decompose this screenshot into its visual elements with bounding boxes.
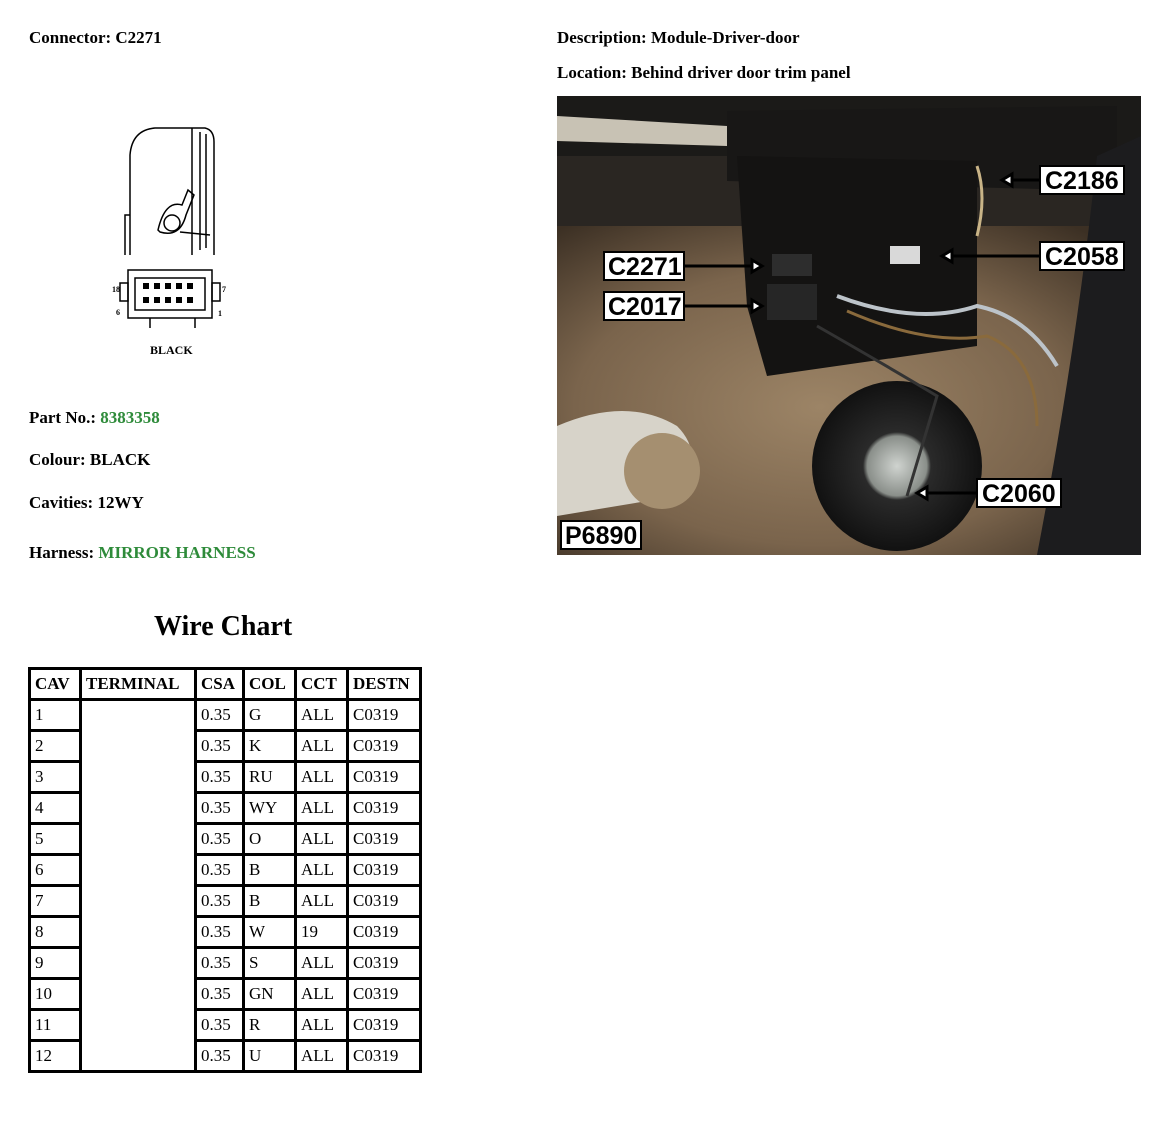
cct-cell: ALL: [296, 793, 348, 824]
destn-cell: C0319: [348, 979, 421, 1010]
cav-cell: 4: [30, 793, 81, 824]
destn-cell: C0319: [348, 824, 421, 855]
destn-cell: C0319: [348, 1010, 421, 1041]
cct-cell: 19: [296, 917, 348, 948]
figure-id: P6890: [565, 522, 638, 550]
col-header-cav: CAV: [30, 669, 81, 700]
callout-c2017: C2017: [608, 293, 682, 321]
cav-cell: 8: [30, 917, 81, 948]
terminal-cell: [81, 700, 196, 1072]
connector-key: Connector:: [29, 28, 112, 47]
csa-cell: 0.35: [196, 1010, 244, 1041]
connector-diagram: [110, 120, 240, 360]
part-no-key: Part No.:: [29, 408, 97, 427]
destn-cell: C0319: [348, 948, 421, 979]
col-header-col: COL: [244, 669, 296, 700]
wire-chart-body: [30, 700, 421, 1072]
connector-location-photo: [557, 96, 1141, 555]
cavities-label: [29, 493, 144, 513]
pin-label-7: 7: [222, 285, 226, 294]
cct-cell: ALL: [296, 855, 348, 886]
col-cell: K: [244, 731, 296, 762]
col-cell: WY: [244, 793, 296, 824]
pin-label-18: 18: [112, 285, 120, 294]
cav-cell: 10: [30, 979, 81, 1010]
location-label: [557, 63, 851, 83]
colour-key: Colour:: [29, 450, 86, 469]
harness-label: [29, 543, 256, 563]
connector-value: C2271: [115, 28, 162, 47]
connector-label: [29, 28, 162, 48]
colour-value: BLACK: [89, 450, 151, 469]
cav-cell: 9: [30, 948, 81, 979]
description-label: [557, 28, 800, 48]
cav-cell: 1: [30, 700, 81, 731]
cct-cell: ALL: [296, 824, 348, 855]
cct-cell: ALL: [296, 886, 348, 917]
table-row: [30, 700, 421, 731]
colour-label: [29, 450, 150, 470]
part-no-label: [29, 408, 160, 428]
harness-key: Harness:: [29, 543, 95, 562]
cav-cell: 2: [30, 731, 81, 762]
col-header-cct: CCT: [296, 669, 348, 700]
csa-cell: 0.35: [196, 762, 244, 793]
wire-chart-table: [28, 667, 422, 1073]
location-value: Behind driver door trim panel: [631, 63, 851, 82]
description-value: Module-Driver-door: [650, 28, 800, 47]
callout-c2058: C2058: [1045, 243, 1119, 271]
diagram-caption: BLACK: [150, 343, 193, 357]
csa-cell: 0.35: [196, 948, 244, 979]
csa-cell: 0.35: [196, 793, 244, 824]
callout-c2271: C2271: [608, 253, 682, 281]
destn-cell: C0319: [348, 700, 421, 731]
csa-cell: 0.35: [196, 886, 244, 917]
cav-cell: 7: [30, 886, 81, 917]
destn-cell: C0319: [348, 1041, 421, 1072]
callout-c2060: C2060: [982, 480, 1056, 508]
col-cell: G: [244, 700, 296, 731]
csa-cell: 0.35: [196, 1041, 244, 1072]
destn-cell: C0319: [348, 855, 421, 886]
cct-cell: ALL: [296, 1041, 348, 1072]
csa-cell: 0.35: [196, 855, 244, 886]
csa-cell: 0.35: [196, 917, 244, 948]
cav-cell: 6: [30, 855, 81, 886]
col-cell: U: [244, 1041, 296, 1072]
pin-label-6: 6: [116, 308, 120, 317]
cav-cell: 12: [30, 1041, 81, 1072]
cct-cell: ALL: [296, 979, 348, 1010]
col-header-terminal: TERMINAL: [81, 669, 196, 700]
cav-cell: 5: [30, 824, 81, 855]
destn-cell: C0319: [348, 886, 421, 917]
col-cell: W: [244, 917, 296, 948]
col-cell: S: [244, 948, 296, 979]
callout-c2186: C2186: [1045, 167, 1119, 195]
part-no-value: 8383358: [100, 408, 160, 427]
cct-cell: ALL: [296, 762, 348, 793]
col-cell: RU: [244, 762, 296, 793]
col-header-csa: CSA: [196, 669, 244, 700]
wire-chart-title: Wire Chart: [154, 611, 293, 642]
location-key: Location:: [557, 63, 627, 82]
cct-cell: ALL: [296, 700, 348, 731]
harness-value: MIRROR HARNESS: [98, 543, 256, 562]
cct-cell: ALL: [296, 1010, 348, 1041]
col-cell: GN: [244, 979, 296, 1010]
cavities-value: 12WY: [97, 493, 144, 512]
table-header-row: [30, 669, 421, 700]
destn-cell: C0319: [348, 917, 421, 948]
csa-cell: 0.35: [196, 700, 244, 731]
destn-cell: C0319: [348, 731, 421, 762]
cavities-key: Cavities:: [29, 493, 94, 512]
col-header-destn: DESTN: [348, 669, 421, 700]
destn-cell: C0319: [348, 793, 421, 824]
csa-cell: 0.35: [196, 979, 244, 1010]
col-cell: B: [244, 855, 296, 886]
col-cell: O: [244, 824, 296, 855]
cct-cell: ALL: [296, 731, 348, 762]
pin-label-1: 1: [218, 309, 222, 318]
description-key: Description:: [557, 28, 647, 47]
cav-cell: 11: [30, 1010, 81, 1041]
csa-cell: 0.35: [196, 731, 244, 762]
col-cell: B: [244, 886, 296, 917]
csa-cell: 0.35: [196, 824, 244, 855]
col-cell: R: [244, 1010, 296, 1041]
cav-cell: 3: [30, 762, 81, 793]
destn-cell: C0319: [348, 762, 421, 793]
cct-cell: ALL: [296, 948, 348, 979]
